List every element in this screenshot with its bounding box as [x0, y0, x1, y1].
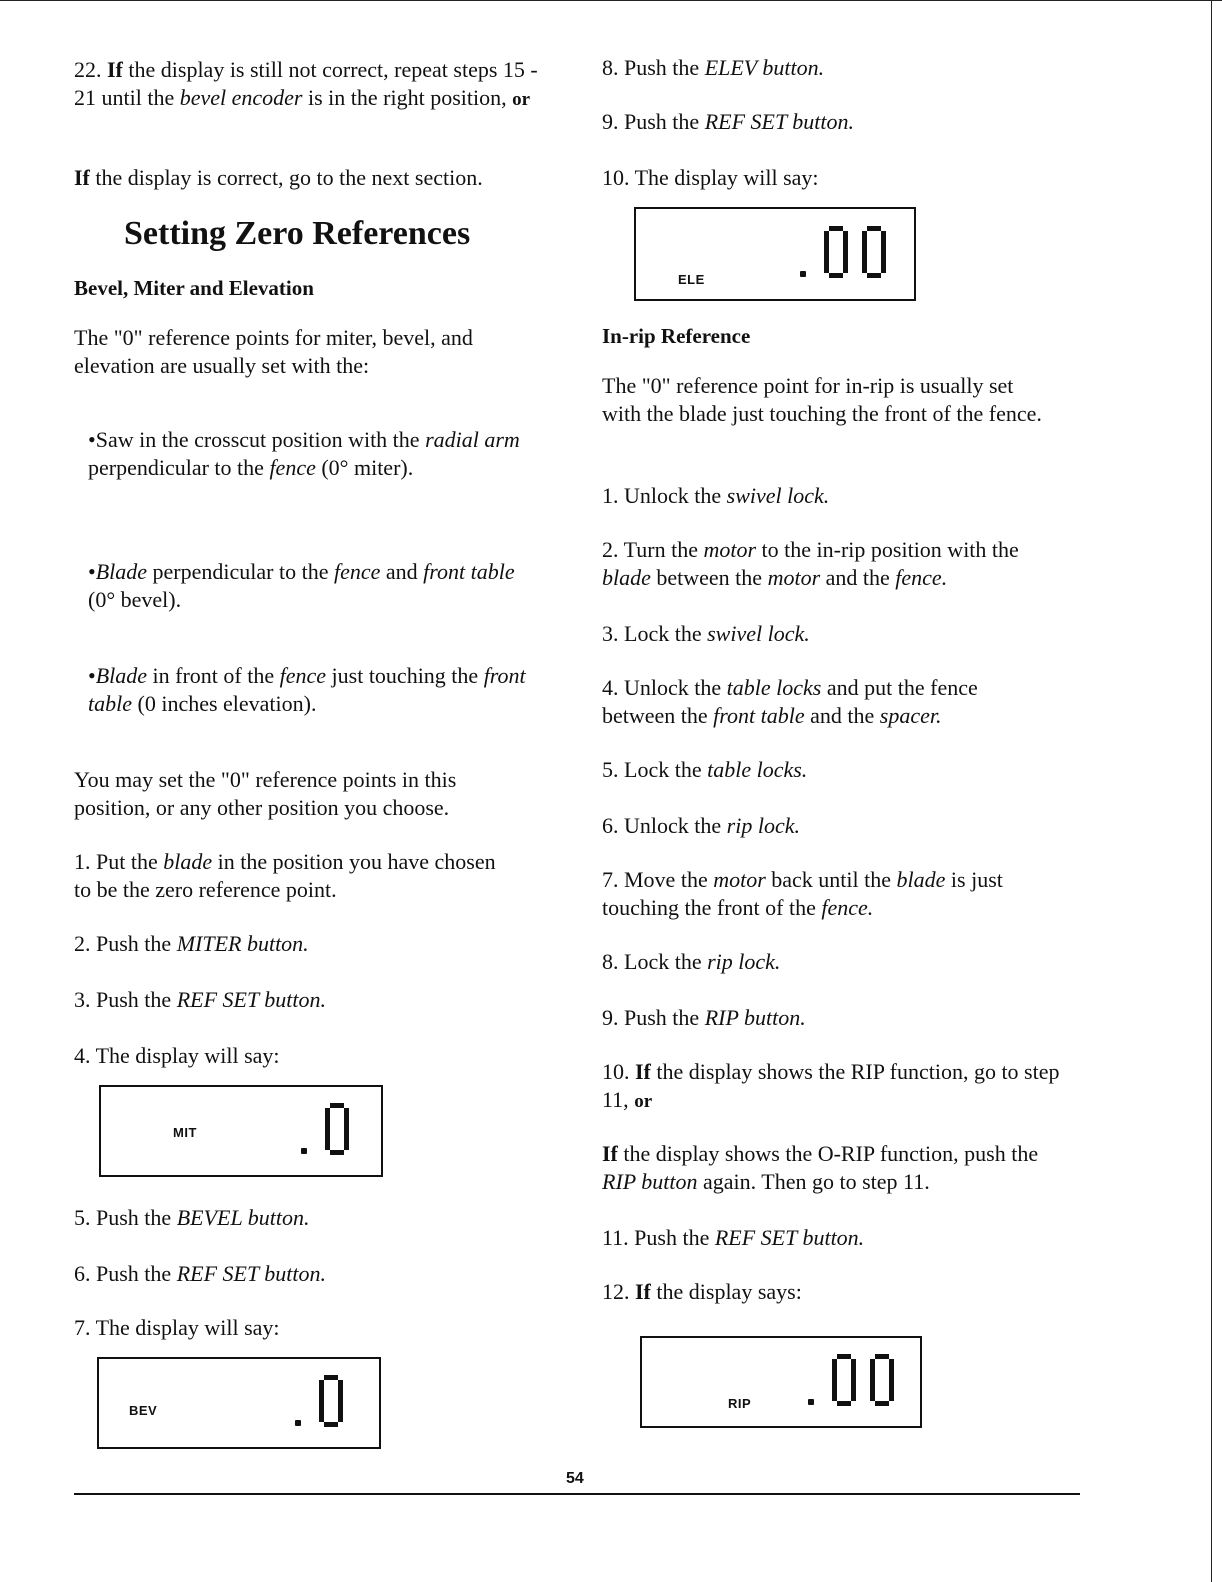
digit-segment — [319, 1401, 324, 1422]
digit-segment — [324, 1375, 338, 1380]
digit-segment — [324, 1422, 338, 1427]
digit-segment — [829, 273, 843, 278]
seven-segment-digit — [319, 1375, 343, 1427]
digit-segment — [325, 1129, 330, 1150]
bullet-item: •Blade perpendicular to the fence and front table (0° bevel). — [88, 559, 515, 612]
digit-segment — [889, 1359, 894, 1380]
digit-segment — [829, 226, 843, 231]
rip-step-1: 1. Unlock the swivel lock. — [602, 483, 830, 508]
digit-segment — [867, 273, 881, 278]
rip-step-10: 10. If the display shows the RIP function, go to step 11, or — [602, 1059, 1060, 1112]
rip-step-7: 7. Move the motor back until the blade is just touching the front of the fence. — [602, 867, 1003, 920]
digit-segment — [824, 231, 829, 252]
lcd-display-rip — [640, 1336, 922, 1428]
digit-segment — [338, 1401, 343, 1422]
digit-segment — [870, 1380, 875, 1401]
digit-segment — [330, 1103, 344, 1108]
seven-segment-digit — [824, 226, 848, 278]
digit-segment — [867, 226, 881, 231]
digit-segment — [837, 1401, 851, 1406]
step-10: 10. The display will say: — [602, 165, 819, 190]
digit-segment — [870, 1359, 875, 1380]
page-number: 54 — [566, 1470, 584, 1487]
rip-step-12: 12. If the display says: — [602, 1279, 802, 1304]
decimal-point — [301, 1148, 307, 1154]
bullet-item: •Blade in front of the fence just touching the front table (0 inches elevation). — [88, 663, 526, 716]
seven-segment-digit — [325, 1103, 349, 1155]
rip-step-8: 8. Lock the rip lock. — [602, 949, 781, 974]
page-border-top — [0, 0, 1222, 1]
rip-step-5: 5. Lock the table locks. — [602, 757, 808, 782]
footer-rule — [74, 1493, 1080, 1495]
step-3: 3. Push the REF SET button. — [74, 987, 327, 1012]
bullet-item: •Saw in the crosscut position with the radial arm perpendicular to the fence (0° miter). — [88, 427, 520, 480]
lcd-display-ele — [634, 207, 916, 301]
digit-segment — [325, 1108, 330, 1129]
seven-segment-digit — [862, 226, 886, 278]
lcd-label: BEV — [129, 1403, 158, 1418]
digit-segment — [832, 1380, 837, 1401]
page-border-right — [1211, 0, 1212, 1582]
in-rip-intro: The "0" reference point for in-rip is usually set with the blade just touching the front of the fence. — [602, 373, 1042, 426]
digit-segment — [875, 1401, 889, 1406]
rip-step-4: 4. Unlock the table locks and put the fence between the front table and the spacer. — [602, 675, 978, 728]
rip-step-11: 11. Push the REF SET button. — [602, 1225, 865, 1250]
step-1: 1. Put the blade in the position you have chosen to be the zero reference point. — [74, 849, 496, 902]
digit-segment — [851, 1380, 856, 1401]
digit-segment — [881, 252, 886, 273]
step-4: 4. The display will say: — [74, 1043, 280, 1068]
rip-step-3: 3. Lock the swivel lock. — [602, 621, 810, 646]
lcd-display-mit — [99, 1085, 383, 1177]
section-subheading: Bevel, Miter and Elevation — [74, 276, 314, 300]
digit-segment — [330, 1150, 344, 1155]
step-2: 2. Push the MITER button. — [74, 931, 309, 956]
digit-segment — [344, 1129, 349, 1150]
step-8: 8. Push the ELEV button. — [602, 55, 825, 80]
rip-step-2: 2. Turn the motor to the in-rip position with the blade between the motor and the fence. — [602, 537, 1019, 590]
rip-step-10-alt: If the display shows the O-RIP function, push the RIP button again. Then go to step 11. — [602, 1141, 1039, 1194]
step-5: 5. Push the BEVEL button. — [74, 1205, 310, 1230]
decimal-point — [295, 1420, 301, 1426]
step-7: 7. The display will say: — [74, 1315, 280, 1340]
digit-segment — [843, 252, 848, 273]
decimal-point — [800, 271, 806, 277]
digit-segment — [319, 1380, 324, 1401]
display-correct-text: If the display is correct, go to the next section. — [74, 165, 483, 190]
digit-segment — [832, 1359, 837, 1380]
digit-segment — [851, 1359, 856, 1380]
step-6: 6. Push the REF SET button. — [74, 1261, 327, 1286]
seven-segment-digit — [870, 1354, 894, 1406]
step-22: 22. If the display is still not correct, repeat steps 15 - 21 until the bevel encoder is in the right position, or — [74, 57, 538, 110]
digit-segment — [889, 1380, 894, 1401]
may-set-text: You may set the "0" reference points in this position, or any other position you choose. — [74, 767, 457, 820]
digit-segment — [843, 231, 848, 252]
rip-step-6: 6. Unlock the rip lock. — [602, 813, 800, 838]
digit-segment — [338, 1380, 343, 1401]
digit-segment — [875, 1354, 889, 1359]
digit-segment — [837, 1354, 851, 1359]
lcd-display-bev — [97, 1357, 381, 1449]
step-9: 9. Push the REF SET button. — [602, 109, 855, 134]
digit-segment — [862, 252, 867, 273]
lcd-label: MIT — [173, 1125, 197, 1140]
digit-segment — [881, 231, 886, 252]
section-subheading: In-rip Reference — [602, 324, 751, 348]
lcd-label: RIP — [728, 1396, 752, 1411]
digit-segment — [344, 1108, 349, 1129]
page-title: Setting Zero References — [124, 215, 471, 252]
intro-text: The "0" reference points for miter, bevel, and elevation are usually set with the: — [74, 325, 473, 378]
digit-segment — [824, 252, 829, 273]
rip-step-9: 9. Push the RIP button. — [602, 1005, 806, 1030]
decimal-point — [808, 1399, 814, 1405]
digit-segment — [862, 231, 867, 252]
seven-segment-digit — [832, 1354, 856, 1406]
lcd-label: ELE — [678, 272, 705, 287]
